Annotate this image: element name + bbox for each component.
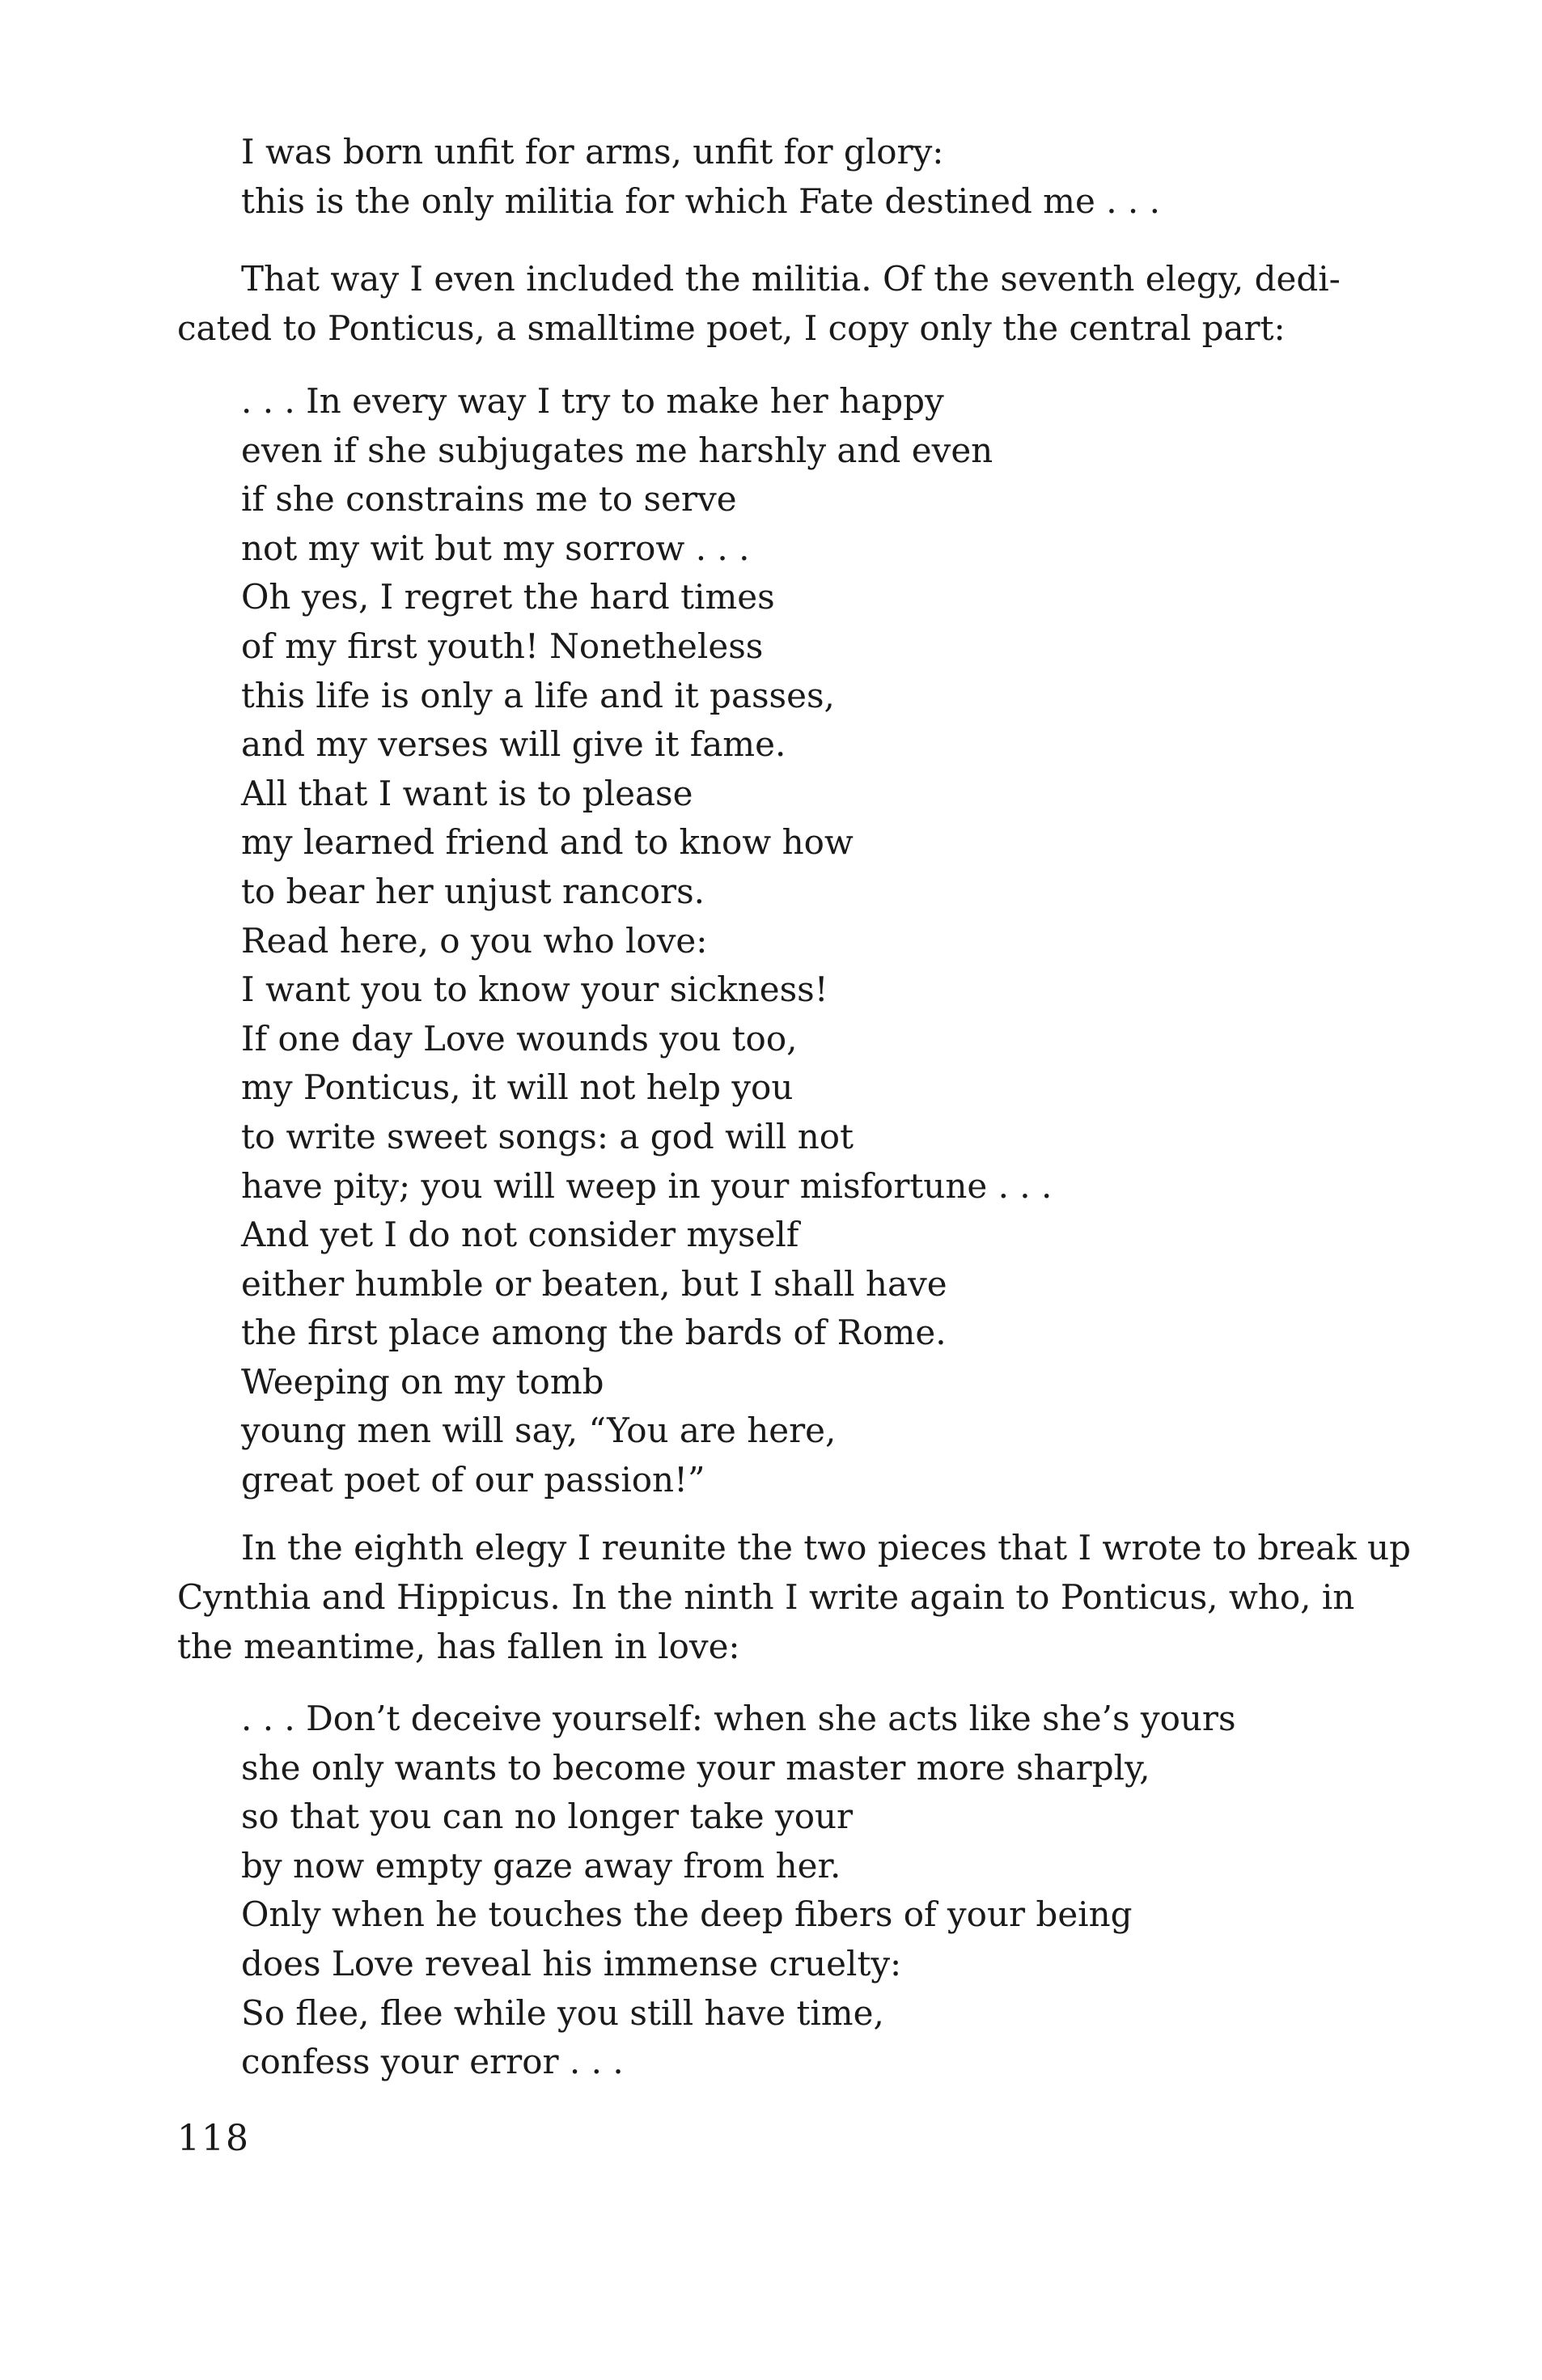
verse-line: my learned friend and to know how — [241, 822, 854, 863]
verse-line: young men will say, “You are here, — [241, 1411, 837, 1451]
verse-line: to write sweet songs: a god will not — [241, 1116, 854, 1156]
verse-line: I want you to know your sickness! — [241, 969, 828, 1010]
verse-line: Only when he touches the deep fibers of your being — [241, 1894, 1133, 1935]
verse-line: to bear her unjust rancors. — [241, 871, 705, 911]
verse-line: even if she subjugates me harshly and even — [241, 430, 993, 470]
verse-line: Read here, o you who love: — [241, 920, 708, 961]
verse-line: this life is only a life and it passes, — [241, 675, 835, 715]
prose-line: In the eighth elegy I reunite the two pieces that I wrote to break up — [241, 1528, 1411, 1568]
verse-line: and my verses will give it fame. — [241, 724, 786, 765]
verse-line: . . . Don’t deceive yourself: when she acts like she’s yours — [241, 1699, 1236, 1738]
opening-verse — [241, 128, 1160, 226]
prose-line: the meantime, has fallen in love: — [177, 1627, 740, 1666]
verse-line: by now empty gaze away from her. — [241, 1845, 841, 1886]
verse-line: she only wants to become your master more sharply, — [241, 1747, 1150, 1788]
verse-line: If one day Love wounds you too, — [241, 1018, 798, 1058]
verse-line: of my first youth! Nonetheless — [241, 626, 764, 666]
verse-line: my Ponticus, it will not help you — [241, 1067, 794, 1108]
prose-line: That way I even included the militia. Of the seventh elegy, dedi- — [241, 259, 1341, 299]
verse-line: not my wit but my sorrow . . . — [241, 528, 750, 568]
verse-line: does Love reveal his immense cruelty: — [241, 1943, 902, 1983]
prose-line: Cynthia and Hippicus. In the ninth I write again to Ponticus, who, in — [177, 1577, 1355, 1617]
verse-line: Oh yes, I regret the hard times — [241, 577, 775, 617]
verse-line: this is the only militia for which Fate destined me . . . — [241, 180, 1160, 221]
prose-paragraph-2 — [177, 1523, 1411, 1671]
prose-paragraph-1 — [177, 254, 1341, 353]
verse-line: So flee, flee while you still have time, — [241, 1992, 884, 2033]
verse-line: either humble or beaten, but I shall have — [241, 1263, 947, 1304]
verse-line: Weeping on my tomb — [241, 1361, 604, 1402]
verse-line: . . . In every way I try to make her happy — [241, 381, 944, 421]
elegy-seventh-excerpt — [241, 377, 1052, 1505]
verse-line: great poet of our passion!” — [241, 1460, 705, 1500]
verse-line: if she constrains me to serve — [241, 479, 737, 520]
elegy-ninth-excerpt — [241, 1695, 1236, 2087]
prose-line: cated to Ponticus, a smalltime poet, I copy only the central part: — [177, 308, 1286, 348]
page-number: 118 — [177, 2118, 250, 2159]
verse-line: confess your error . . . — [241, 2042, 624, 2082]
verse-line: I was born unfit for arms, unfit for glory: — [241, 132, 944, 172]
verse-line: have pity; you will weep in your misfortune . . . — [241, 1165, 1053, 1206]
verse-line: so that you can no longer take your — [241, 1797, 854, 1837]
verse-line: All that I want is to please — [241, 773, 693, 813]
verse-line: And yet I do not consider myself — [241, 1215, 799, 1255]
verse-line: the first place among the bards of Rome. — [241, 1313, 947, 1353]
